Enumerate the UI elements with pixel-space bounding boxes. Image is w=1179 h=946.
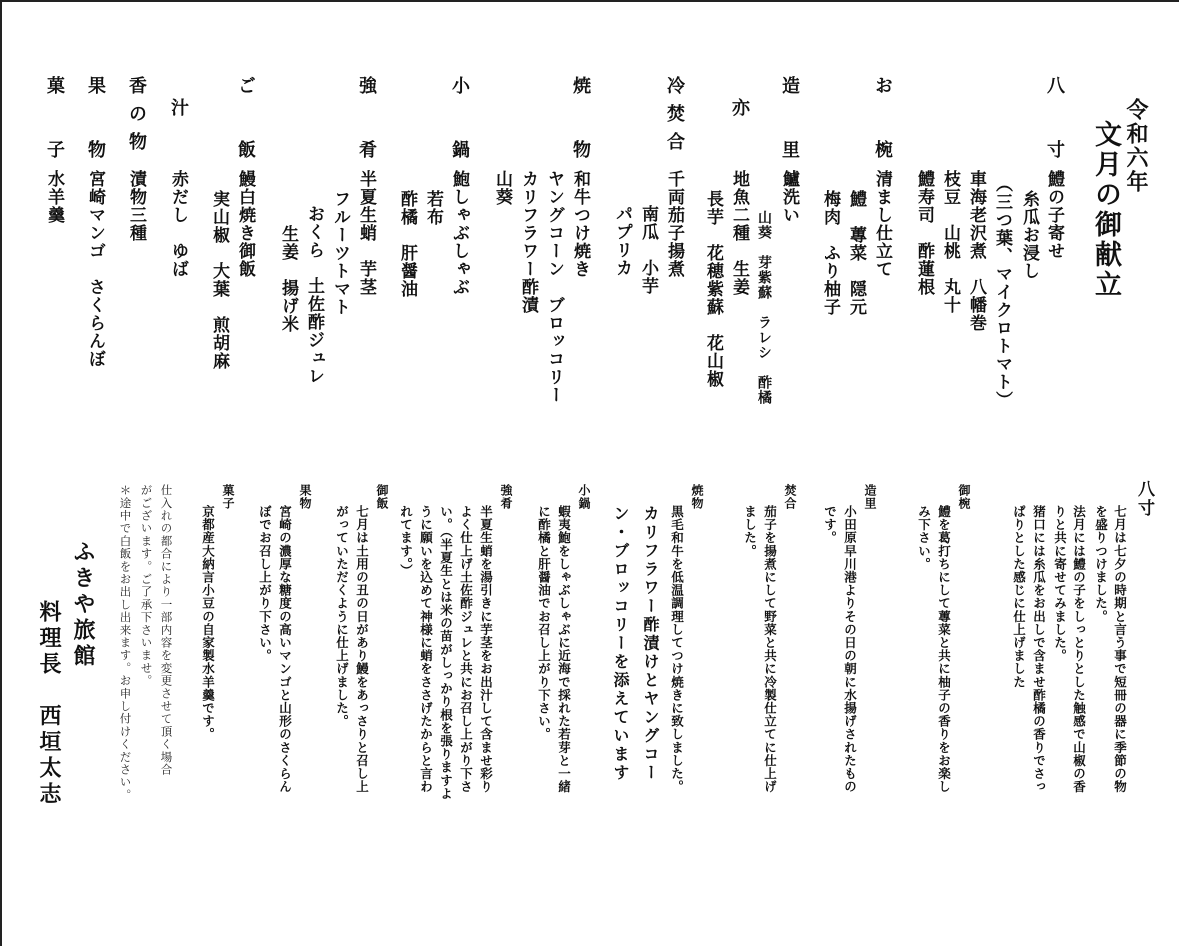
menu-item: 鱧寿司 酢蓮根 xyxy=(914,170,934,296)
menu-category-kudamono: 果 物 xyxy=(85,76,106,172)
menu-item: 清まし仕立て xyxy=(872,170,892,278)
note-line: 小田原早川港よりその日の朝に水揚げされたもの xyxy=(842,505,858,794)
menu-item: 漬物三種 xyxy=(126,170,146,242)
note-heading-kashi: 菓子 xyxy=(221,484,235,510)
menu-item: 車海老沢煮 八幡巻 xyxy=(966,170,986,332)
note-line: がっていただくように仕上げました。 xyxy=(334,505,350,728)
menu-item: 宮崎マンゴ さくらんぼ xyxy=(85,170,105,368)
menu-item: おくら 土佐酢ジュレ xyxy=(304,205,324,385)
note-line: 鱧を葛打ちにして蓴菜と共に柚子の香りをお楽し xyxy=(936,505,952,794)
note-line: 半夏生蛸を湯引きに芋茎をお出汁して含ませ彩り xyxy=(478,505,494,794)
menu-item: 長芋 花穂紫蘇 花山椒 xyxy=(703,190,723,388)
menu-item: 鱸洗い xyxy=(779,170,799,224)
note-line: よく仕上げ土佐酢ジュレと共にお召し上がり下さ xyxy=(458,505,474,794)
note-line: 猪口には糸瓜をお出しで含ませ酢橘の香りでさっ xyxy=(1031,505,1047,794)
menu-category-konabe: 小 鍋 xyxy=(449,76,470,172)
menu-category-shiizakana: 強 肴 xyxy=(356,76,377,172)
menu-category-yakimono: 焼 物 xyxy=(570,76,591,172)
note-line: 京都産大納言小豆の自家製水羊羹です。 xyxy=(200,505,216,741)
menu-category-tsukuri: 造 里 xyxy=(779,76,800,172)
menu-item: 水羊羹 xyxy=(44,170,64,224)
note-line: 宮崎の濃厚な糖度の高いマンゴと山形のさくらん xyxy=(277,505,293,794)
menu-item: 鱧の子寄せ xyxy=(1044,170,1064,260)
note-line: 法月には鱧の子をしっとりとした触感で山椒の香 xyxy=(1071,505,1087,794)
ryokan-name: ふきや旅館 xyxy=(70,540,96,670)
menu-item: 鱧 蓴菜 隠元 xyxy=(846,190,866,316)
footer-note: 仕入れの都合により一部内容を変更させて頂く場合 xyxy=(159,484,174,777)
menu-item: 半夏生蛸 芋茎 xyxy=(356,170,376,296)
menu-item: 山葵 xyxy=(492,170,512,206)
note-line: 七月は土用の丑の日があり鰻をあっさりと召し上 xyxy=(354,505,370,794)
note-line: 茄子を揚煮にして野菜と共に冷製仕立てに仕上げ xyxy=(762,505,778,794)
note-line: 蝦夷鮑をしゃぶしゃぶに近海で採れた若芽と一緒 xyxy=(556,505,572,794)
chef-signature: 料理長 西垣太志 xyxy=(36,600,62,808)
menu-item: パプリカ xyxy=(612,205,632,277)
note-line-emphasis: カリフラワー酢漬けとヤングコー xyxy=(641,505,660,783)
menu-item: ヤングコーン ブロッコリー xyxy=(544,170,564,404)
note-line: 黒毛和牛を低温調理してつけ焼きに致しました。 xyxy=(669,505,685,794)
note-heading-kudamono: 果物 xyxy=(298,484,312,510)
note-heading-hassun: 八寸 xyxy=(1134,480,1154,518)
menu-garnish: 山葵 芽紫蘇 ラレシ 酢橘 xyxy=(756,210,772,405)
note-line: ぱりとした感じに仕上げました xyxy=(1011,505,1027,689)
footer-note: がございます。ご了承下さいませ。 xyxy=(139,484,154,688)
note-line: い。（半夏生とは米の苗がしっかり根を張りますよ xyxy=(438,505,454,801)
menu-item: 地魚二種 生姜 xyxy=(729,170,749,296)
note-line: 七月は七夕の時期と言う事で短冊の器に季節の物 xyxy=(1112,505,1128,794)
note-heading-gohan: 御飯 xyxy=(375,484,389,510)
note-heading-owan: 御椀 xyxy=(957,484,971,510)
menu-item: 枝豆 山桃 丸十 xyxy=(940,170,960,314)
menu-category-hiyashibachi: 冷焚合 xyxy=(664,76,685,160)
note-heading-konabe: 小鍋 xyxy=(577,484,591,510)
note-heading-takiawase: 焚合 xyxy=(783,484,797,510)
note-line-emphasis: ン・ブロッコリーを添えています xyxy=(611,505,630,783)
footer-note: ＊途中で白飯をお出し出来ます。お申し付けください。 xyxy=(118,484,133,802)
menu-item: フルーツトマト xyxy=(330,190,350,316)
title-era: 令和六年 xyxy=(1123,98,1149,194)
menu-item: 酢橘 肝醤油 xyxy=(397,190,417,298)
menu-category-konomono: 香の物 xyxy=(126,76,147,160)
menu-item: 和牛つけ焼き xyxy=(570,170,590,278)
menu-category-gohan: ご 飯 xyxy=(235,76,256,172)
menu-item: 南瓜 小芋 xyxy=(638,205,658,295)
menu-item: 鮑しゃぶしゃぶ xyxy=(449,170,469,296)
note-line: に酢橘と肝醤油でお召し上がり下さい。 xyxy=(536,505,552,741)
note-line: うに願いを込めて神様に蛸をささげたからと言わ xyxy=(418,505,434,794)
note-line: りと共に寄せてみました。 xyxy=(1052,505,1068,663)
note-heading-tsukuri: 造里 xyxy=(863,484,877,510)
menu-item: カリフラワー酢漬 xyxy=(518,170,538,314)
menu-item: 若布 xyxy=(423,190,443,226)
note-line: を盛りつけました。 xyxy=(1093,505,1109,623)
note-line: です。 xyxy=(822,505,838,545)
menu-category-hassun: 八 寸 xyxy=(1044,76,1065,172)
menu-category-aka: 亦 xyxy=(729,98,750,130)
page-title: 文月の御献立 xyxy=(1090,120,1121,300)
menu-item: （三つ葉、マイクロトマト） xyxy=(992,175,1012,409)
note-line: ました。 xyxy=(742,505,758,558)
note-line: れてます。） xyxy=(398,505,414,578)
menu-item: 鰻白焼き御飯 xyxy=(235,170,255,278)
menu-item: 千両茄子揚煮 xyxy=(664,170,684,278)
menu-item: 赤だし ゆば xyxy=(168,170,188,278)
menu-item: 糸瓜お浸し xyxy=(1019,190,1039,280)
note-line: ぼでお召し上がり下さい。 xyxy=(257,505,273,663)
menu-category-shiru: 汁 xyxy=(168,98,189,130)
menu-item: 実山椒 大葉 煎胡麻 xyxy=(209,190,229,370)
menu-item: 生姜 揚げ米 xyxy=(278,225,298,333)
note-heading-shiizakana: 強肴 xyxy=(499,484,513,510)
note-line: み下さい。 xyxy=(916,505,932,571)
menu-category-owan: お 椀 xyxy=(872,76,893,172)
note-heading-yakimono: 焼物 xyxy=(690,484,704,510)
menu-item: 梅肉 ふり柚子 xyxy=(820,190,840,316)
menu-category-kashi: 菓 子 xyxy=(44,76,65,172)
